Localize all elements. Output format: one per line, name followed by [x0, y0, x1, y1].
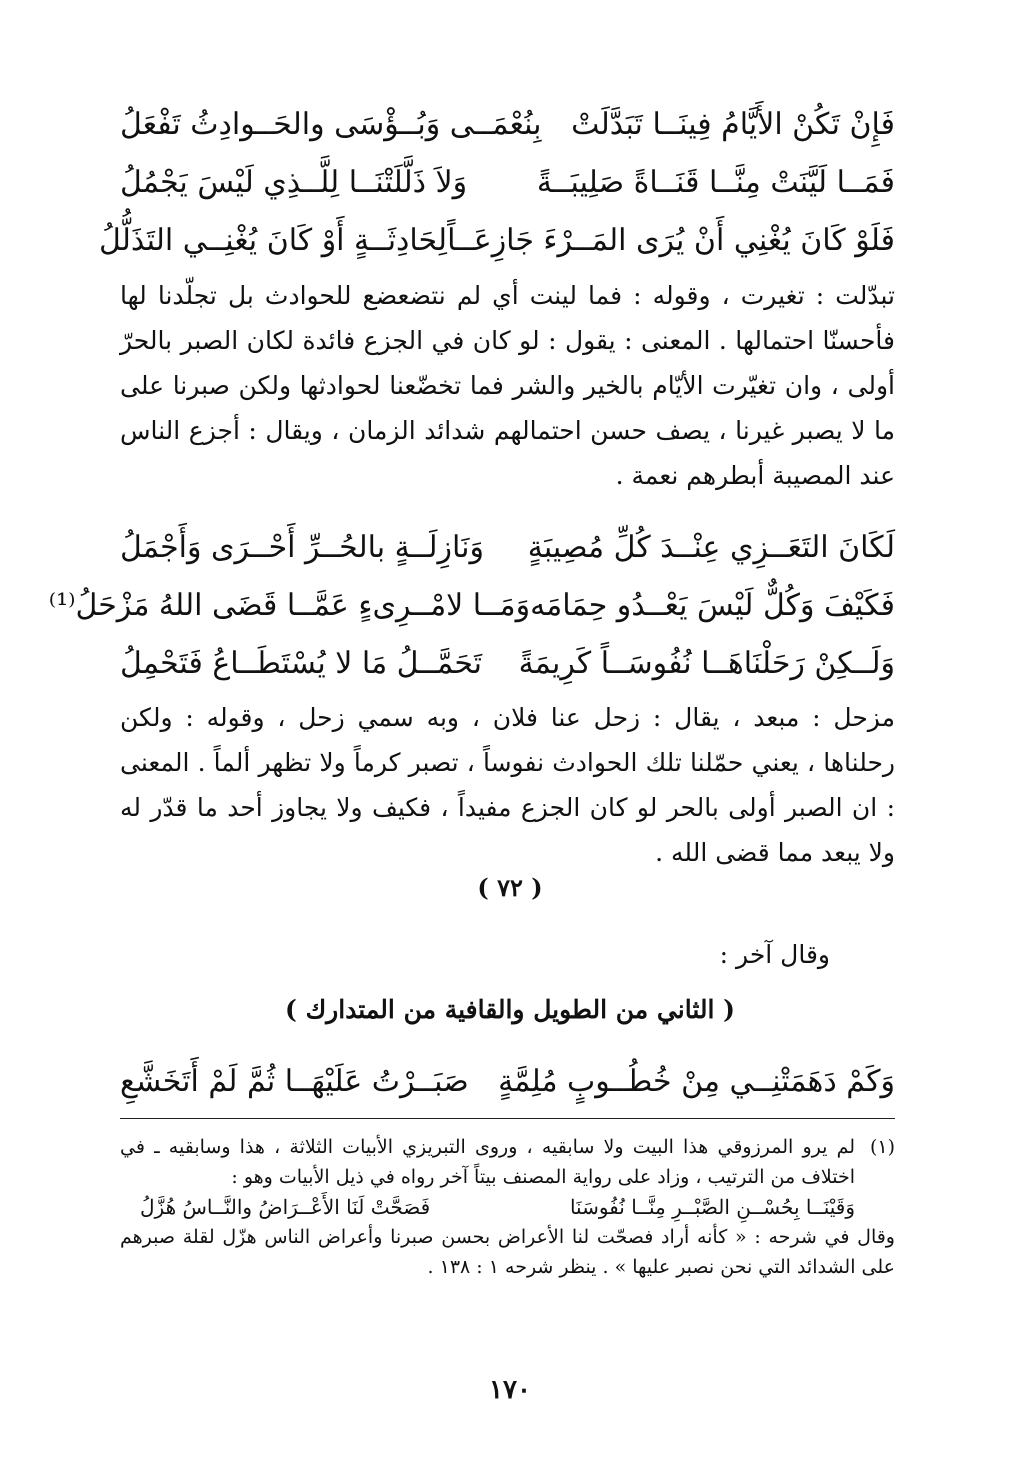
- verse-hemistich-second: لِحَادِثَــةٍ أَوْ كَانَ يُغْنِــي التَذَلُّلُ: [99, 222, 448, 258]
- commentary-paragraph: مزحل : مبعد ، يقال : زحل عنا فلان ، وبه سمي زحل ، وقوله : ولكن رحلناها ، يعني حمّلنا تلك الحوادث نفوساً ، تصبر كرماً ولا تظهر ألماً . المعنى : ان الصبر أولى بالحر لو كان الجزع مفيداً ، فكيف ولا يجاوز أحد ما قدّر له ولا يبعد مما قضى الله .: [120, 703, 895, 867]
- footnote-marker: (١): [869, 1136, 895, 1158]
- verse-line: [120, 153, 895, 211]
- verses-middle: [48, 518, 895, 692]
- verse-bottom: [120, 1052, 895, 1110]
- verse-hemistich-second: فَصَحَّتْ لَنَا الأَعْــرَاضُ والنَّــاسُ هُزَّلُ: [140, 1195, 431, 1219]
- footnotes: [120, 1132, 895, 1282]
- verse-hemistich-second: صَبَــرْتُ عَلَيْهَــا ثُمَّ لَمْ أَتَخَشَّعِ: [120, 1063, 469, 1099]
- verse-hemistich-second: تَحَمَّــلُ مَا لا يُسْتَطَــاعُ فَتَحْمِلُ: [120, 645, 483, 681]
- verse-line: [48, 576, 895, 634]
- verse-hemistich-first: فَإِنْ تَكُنْ الأَيَّامُ فِينَــا تَبَدَّلَتْ: [571, 106, 895, 142]
- verse-hemistich-first: لَكَانَ التَعَــزِي عِنْــدَ كُلِّ مُصِيبَةٍ: [527, 529, 895, 565]
- verse-hemistich-first: فَكَيْفَ وَكُلٌّ لَيْسَ يَعْــدُو حِمَامَه: [530, 587, 895, 623]
- verse-line: [120, 95, 895, 153]
- page-number: ١٧٠: [489, 1375, 531, 1405]
- poem-intro: وقال آخر :: [719, 940, 830, 969]
- poem-number: ( ٧٢ ): [477, 873, 543, 902]
- verse-hemistich-first: وَكَمْ دَهَمَتْنِــي مِنْ خُطُــوبٍ مُلِمَّةٍ: [498, 1063, 895, 1099]
- verses-top: [99, 95, 895, 269]
- verse-hemistich-first: فَمَــا لَيَّنَتْ مِنَّــا قَنَــاةً صَلِيبَــةً: [536, 164, 895, 200]
- verse-hemistich-second: وَنَازِلَــةٍ بالحُــرِّ أَحْــرَى وَأَجْمَلُ: [120, 529, 484, 565]
- meter-heading: ( الثاني من الطويل والقافية من المتدارك ): [285, 995, 735, 1024]
- verse-hemistich-second: وَمَــا لامْــرِىءٍ عَمَّــا قَضَى اللهُ مَزْحَلُ⁽¹⁾: [48, 587, 531, 623]
- commentary-paragraph: تبدّلت : تغيرت ، وقوله : فما لينت أي لم نتضعضع للحوادث بل تجلّدنا لها فأحسنّا احتمالها . المعنى : يقول : لو كان في الجزع فائدة لكان الصبر بالحرّ أولى ، وان تغيّرت الأيّام بالخير والشر فما تخضّعنا لحوادثها ولكن صبرنا على ما لا يصبر غيرنا ، يصف حسن احتمالهم شدائد الزمان ، ويقال : أجزع الناس عند المصيبة أبطرهم نعمة .: [120, 281, 895, 490]
- footnote-separator: [120, 1118, 895, 1119]
- verse-line: [120, 634, 895, 692]
- footnote-text: لم يرو المرزوقي هذا البيت ولا سابقيه ، وروى التبريزي الأبيات الثلاثة ، هذا وسابقيه ـ في اختلاف من الترتيب ، وزاد على رواية المصنف بيتاً آخر رواه في ذيل الأبيات وهو :: [120, 1136, 855, 1188]
- footnote-verse: [120, 1192, 895, 1222]
- verse-hemistich-first: وَقَيْنَــا بِحُسْــنِ الصَّبْــرِ مِنَّــا نُفُوسَنَا: [569, 1195, 855, 1219]
- verse-line: [99, 211, 895, 269]
- verse-line: [120, 518, 895, 576]
- verse-hemistich-second: وَلاَ ذَلَّلَتْنَــا لِلَّــذِي لَيْسَ يَجْمُلُ: [120, 164, 468, 200]
- verse-hemistich-first: فَلَوْ كَانَ يُغْنِي أَنْ يُرَى المَــرْءَ جَازِعَــاً: [447, 222, 895, 258]
- verse-hemistich-first: وَلَــكِنْ رَحَلْنَاهَــا نُفُوسَــاً كَرِيمَةً: [518, 645, 895, 681]
- verse-line: [120, 1052, 895, 1110]
- footnote: [120, 1132, 895, 1192]
- footnote-continuation: وقال في شرحه : « كأنه أراد فصحّت لنا الأعراض بحسن صبرنا وأعراض الناس هزّل لقلة صبرهم على الشدائد التي نحن نصبر عليها » . ينظر شرحه ١ : ١٣٨ .: [120, 1226, 895, 1278]
- verse-hemistich-second: بِنُعْمَــى وَبُــؤْسَى والحَــوادِثُ تَفْعَلُ: [120, 106, 542, 142]
